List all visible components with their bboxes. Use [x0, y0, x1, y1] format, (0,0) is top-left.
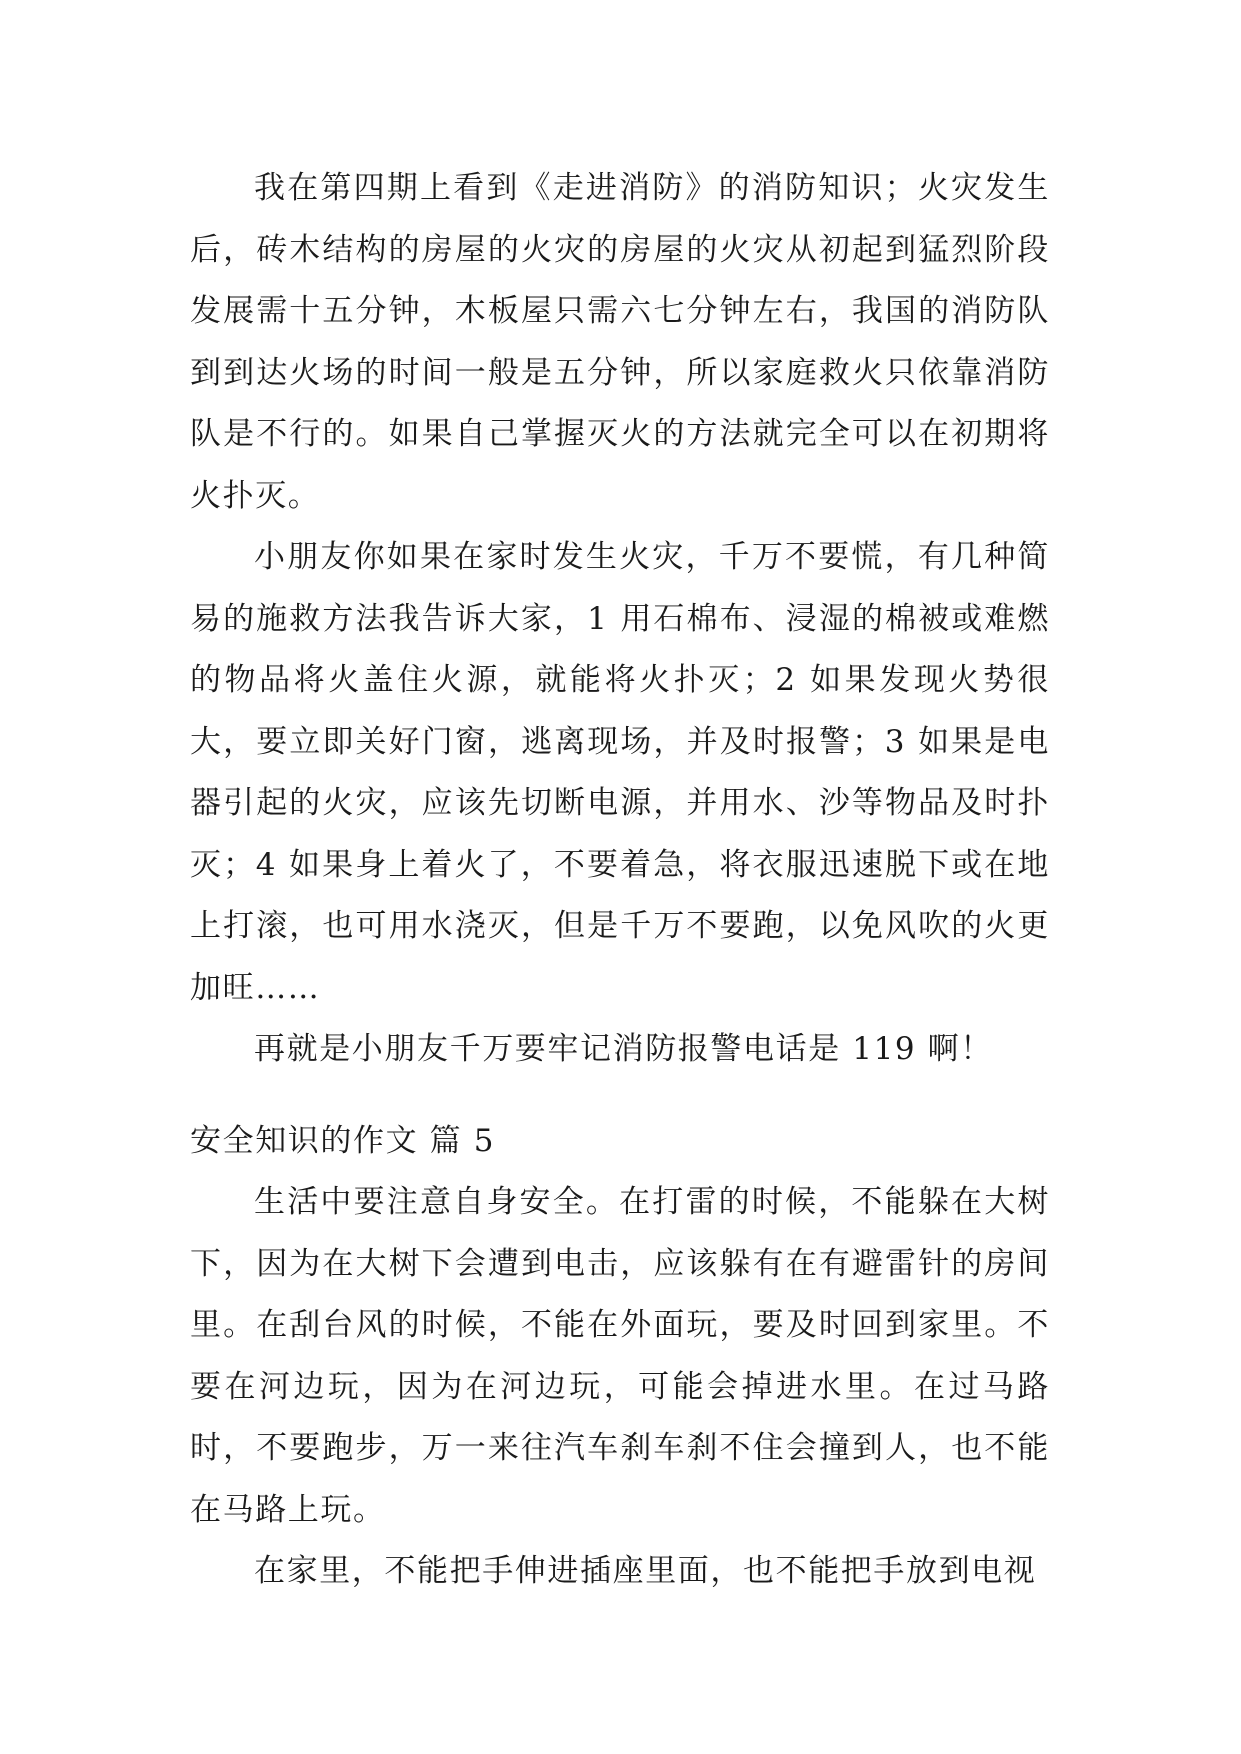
document-body: [190, 158, 1050, 1603]
paragraph-fire-alarm-number: 再就是小朋友千万要牢记消防报警电话是 119 啊！: [254, 1031, 993, 1067]
paragraph-fire-knowledge: 我在第四期上看到《走进消防》的消防知识；火灾发生后，砖木结构的房屋的火灾的房屋的火灾从初起到猛烈阶段发展需十五分钟，木板屋只需六七分钟左右，我国的消防队到到达火场的时间一般是五分钟，所以家庭救火只依靠消防队是不行的。如果自己掌握灭火的方法就完全可以在初期将火扑灭。: [190, 170, 1050, 514]
paragraph-fire-rescue-methods: 小朋友你如果在家时发生火灾，千万不要慌，有几种简易的施救方法我告诉大家，1 用石棉布、浸湿的棉被或难燃的物品将火盖住火源，就能将火扑灭；2 如果发现火势很大，要立即关好门窗，逃离现场，并及时报警；3 如果是电器引起的火灾，应该先切断电源，并用水、沙等物品及时扑灭；4 如果身上着火了，不要着急，将衣服迅速脱下或在地上打滚，也可用水浇灭，但是千万不要跑，以免风吹的火更加旺……: [190, 539, 1050, 1006]
paragraph-daily-safety: 生活中要注意自身安全。在打雷的时候，不能躲在大树下，因为在大树下会遭到电击，应该躲有在有避雷针的房间里。在刮台风的时候，不能在外面玩，要及时回到家里。不要在河边玩，因为在河边玩，可能会掉进水里。在过马路时，不要跑步，万一来往汽车刹车刹不住会撞到人，也不能在马路上玩。: [190, 1184, 1050, 1528]
section-heading: 安全知识的作文 篇 5: [190, 1122, 496, 1159]
paragraph-home-safety: 在家里，不能把手伸进插座里面，也不能把手放到电视: [254, 1553, 1037, 1589]
